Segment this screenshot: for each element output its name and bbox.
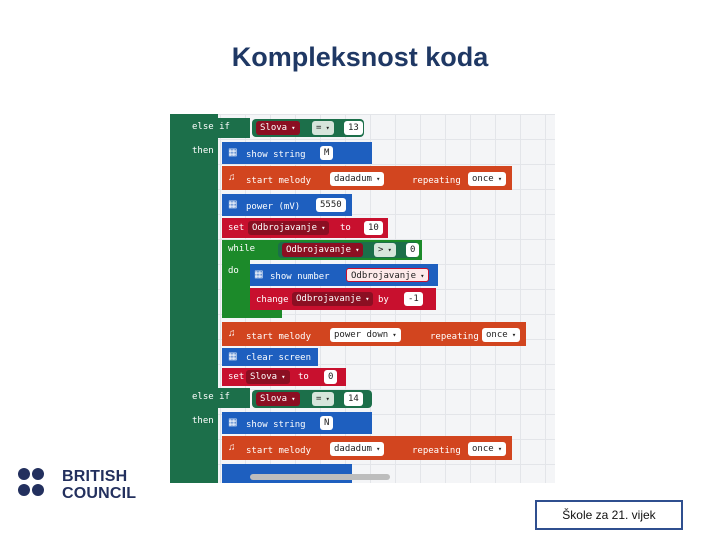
then-label-1: then xyxy=(192,146,214,156)
logo-dot xyxy=(32,468,44,480)
headphones-icon: ♫ xyxy=(228,442,236,453)
odbrojavanje-var-4[interactable]: Odbrojavanje ▾ xyxy=(292,292,373,306)
grid-icon: ▦ xyxy=(228,147,238,158)
set-label-1: set xyxy=(228,223,245,233)
logo-dot xyxy=(18,484,30,496)
if-else-block[interactable] xyxy=(170,114,218,483)
slova-var-3[interactable]: Slova ▾ xyxy=(256,392,300,406)
number-0-b[interactable]: 0 xyxy=(324,370,337,384)
british-council-logo xyxy=(18,466,148,504)
number-14[interactable]: 14 xyxy=(344,392,363,406)
footer-badge: Škole za 21. vijek xyxy=(535,500,683,530)
odbrojavanje-var-2[interactable]: Odbrojavanje ▾ xyxy=(282,243,363,257)
number-0-a[interactable]: 0 xyxy=(406,243,419,257)
logo-dot xyxy=(32,484,44,496)
logo-text xyxy=(62,468,136,502)
string-n[interactable]: N xyxy=(320,416,333,430)
number-10[interactable]: 10 xyxy=(364,221,383,235)
workspace-scrollbar[interactable] xyxy=(250,474,390,480)
compare-op-1[interactable]: = ▾ xyxy=(312,121,334,135)
headphones-icon: ♫ xyxy=(228,172,236,183)
repeating-label-3: repeating xyxy=(412,446,461,456)
melody-dadadum-1[interactable]: dadadum ▾ xyxy=(330,172,384,186)
grid-icon: ▦ xyxy=(254,269,264,280)
do-label: do xyxy=(228,266,239,276)
repeating-label-1: repeating xyxy=(412,176,461,186)
headphones-icon: ♫ xyxy=(228,328,236,339)
grid-icon: ▦ xyxy=(228,199,238,210)
power-label: power (mV) xyxy=(246,202,301,212)
show-number-label: show number xyxy=(270,272,330,282)
logo-dot xyxy=(18,468,30,480)
to-label-2: to xyxy=(298,372,309,382)
to-label-1: to xyxy=(340,223,351,233)
show-string-label-2: show string xyxy=(246,420,306,430)
start-melody-label-1: start melody xyxy=(246,176,312,186)
slova-var-2[interactable]: Slova ▾ xyxy=(246,370,290,384)
by-label: by xyxy=(378,295,389,305)
string-m[interactable]: M xyxy=(320,146,333,160)
compare-op-2[interactable]: = ▾ xyxy=(312,392,334,406)
start-melody-label-3: start melody xyxy=(246,446,312,456)
change-label: change xyxy=(256,295,289,305)
number-13[interactable]: 13 xyxy=(344,121,363,135)
slova-var-1[interactable]: Slova ▾ xyxy=(256,121,300,135)
odbrojavanje-var-3[interactable]: Odbrojavanje ▾ xyxy=(346,268,429,282)
grid-icon: ▦ xyxy=(228,417,238,428)
power-value[interactable]: 5550 xyxy=(316,198,346,212)
melody-power-down[interactable]: power down ▾ xyxy=(330,328,401,342)
set-label-2: set xyxy=(228,372,245,382)
while-footer xyxy=(222,310,282,318)
repeating-label-2: repeating xyxy=(430,332,479,342)
repeat-once-2[interactable]: once ▾ xyxy=(482,328,520,342)
then-label-2: then xyxy=(192,416,214,426)
number-neg1[interactable]: -1 xyxy=(404,292,423,306)
code-workspace[interactable] xyxy=(170,114,555,483)
odbrojavanje-var-1[interactable]: Odbrojavanje ▾ xyxy=(248,221,329,235)
else-if-label-2: else if xyxy=(192,392,230,402)
logo-line-1: BRITISH xyxy=(62,468,128,485)
logo-line-2: COUNCIL xyxy=(62,485,137,502)
melody-dadadum-2[interactable]: dadadum ▾ xyxy=(330,442,384,456)
show-string-label-1: show string xyxy=(246,150,306,160)
else-if-label-1: else if xyxy=(192,122,230,132)
repeat-once-3[interactable]: once ▾ xyxy=(468,442,506,456)
repeat-once-1[interactable]: once ▾ xyxy=(468,172,506,186)
while-label: while xyxy=(228,244,256,254)
clear-screen-label: clear screen xyxy=(246,353,312,363)
slide-title: Kompleksnost koda xyxy=(231,42,489,72)
grid-icon: ▦ xyxy=(228,351,238,362)
compare-op-gt[interactable]: > ▾ xyxy=(374,243,396,257)
start-melody-label-2: start melody xyxy=(246,332,312,342)
